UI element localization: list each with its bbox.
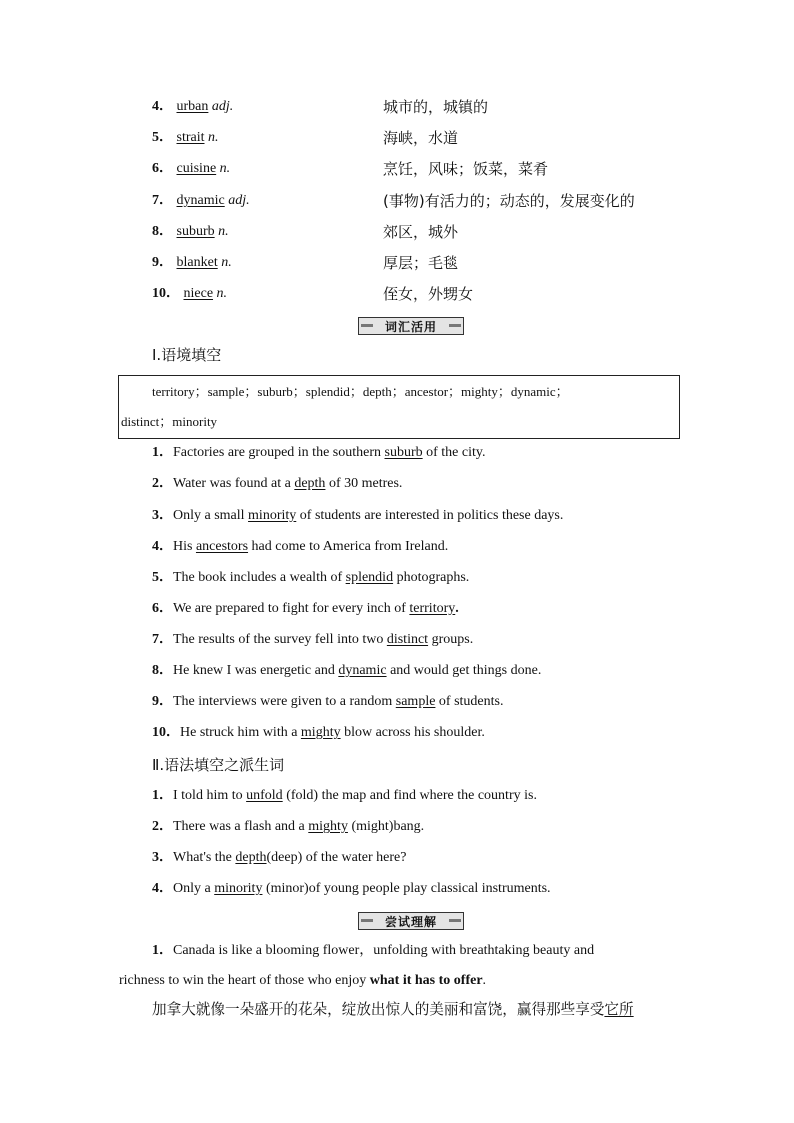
word-bank-line: distinct；minority [121,414,218,429]
vocab-meaning: 城市的，城镇的 [383,98,489,116]
fill-sentence: 1．Factories are grouped in the southern suburb of the city. [152,445,486,460]
fill-sentence: 10．He struck him with a mighty blow across his shoulder. [152,725,485,740]
answer: suburb [384,445,423,460]
section-banner-try-understand: 尝试理解 [358,912,464,930]
vocab-word: cuisine [176,161,217,176]
fill-sentence: 6．We are prepared to fight for every inch of territory. [152,601,459,616]
vocab-item: 10． niece n. [152,286,228,301]
fill-sentence: 8．He knew I was energetic and dynamic and would get things done. [152,663,542,678]
vocab-meaning: (事物)有活力的；动态的，发展变化的 [383,192,635,210]
highlight-translation: 它所 [604,1001,634,1018]
vocab-item: 9． blanket n. [152,255,232,270]
vocab-word: niece [183,286,214,301]
derive-sentence: 4．Only a minority (minor)of young people play classical instruments. [152,881,551,896]
vocab-meaning: 郊区，城外 [383,223,459,241]
vocab-item: 6． cuisine n. [152,161,231,176]
answer: dynamic [338,663,387,678]
derive-sentence: 2．There was a flash and a mighty (might)bang. [152,819,425,834]
vocab-meaning: 烹饪，风味；饭菜，菜肴 [383,160,549,178]
vocab-item: 4． urban adj. [152,99,234,114]
section-heading-derivatives: Ⅱ.语法填空之派生词 [152,756,285,774]
fill-sentence: 3．Only a small minority of students are interested in politics these days. [152,508,564,523]
fill-sentence: 5．The book includes a wealth of splendid photographs. [152,570,470,585]
vocab-item: 7． dynamic adj. [152,193,250,208]
section-banner-vocab-use: 词汇活用 [358,317,464,335]
reading-line: richness to win the heart of those who enjoy what it has to offer. [119,973,487,988]
section-heading-context-fill: Ⅰ.语境填空 [152,346,222,364]
answer: depth [235,850,267,865]
derive-sentence: 3．What's the depth(deep) of the water here? [152,850,407,865]
fill-sentence: 9．The interviews were given to a random sample of students. [152,694,504,709]
fill-sentence: 4．His ancestors had come to America from Ireland. [152,539,449,554]
vocab-word: dynamic [176,193,225,208]
answer: territory [409,601,456,616]
answer: minority [248,508,297,523]
answer: ancestors [195,539,249,554]
answer: distinct [386,632,429,647]
answer: unfold [246,788,283,803]
vocab-word: urban [176,99,209,114]
vocab-item: 5． strait n. [152,130,219,145]
answer: mighty [308,819,348,834]
answer: depth [294,476,326,491]
fill-sentence: 2．Water was found at a depth of 30 metres. [152,476,403,491]
answer: minority [214,881,263,896]
vocab-meaning: 厚层；毛毯 [383,254,459,272]
vocab-word: blanket [176,255,218,270]
derive-sentence: 1．I told him to unfold (fold) the map and find where the country is. [152,788,537,803]
answer: splendid [345,570,394,585]
word-bank-box [118,375,680,439]
vocab-word: strait [176,130,205,145]
answer: mighty [300,725,341,740]
fill-sentence: 7．The results of the survey fell into two distinct groups. [152,632,474,647]
vocab-word: suburb [176,224,215,239]
vocab-meaning: 侄女，外甥女 [383,285,474,303]
vocab-meaning: 海峡，水道 [383,129,459,147]
highlight-phrase: what it has to offer [369,973,483,988]
reading-translation: 加拿大就像一朵盛开的花朵，绽放出惊人的美丽和富饶，赢得那些享受它所 [152,1001,634,1018]
reading-line: 1．Canada is like a blooming flower，unfolding with breathtaking beauty and [152,943,595,958]
answer: sample [395,694,436,709]
vocab-item: 8． suburb n. [152,224,229,239]
word-bank-line: territory；sample；suburb；splendid；depth；ancestor；mighty；dynamic； [152,384,569,399]
